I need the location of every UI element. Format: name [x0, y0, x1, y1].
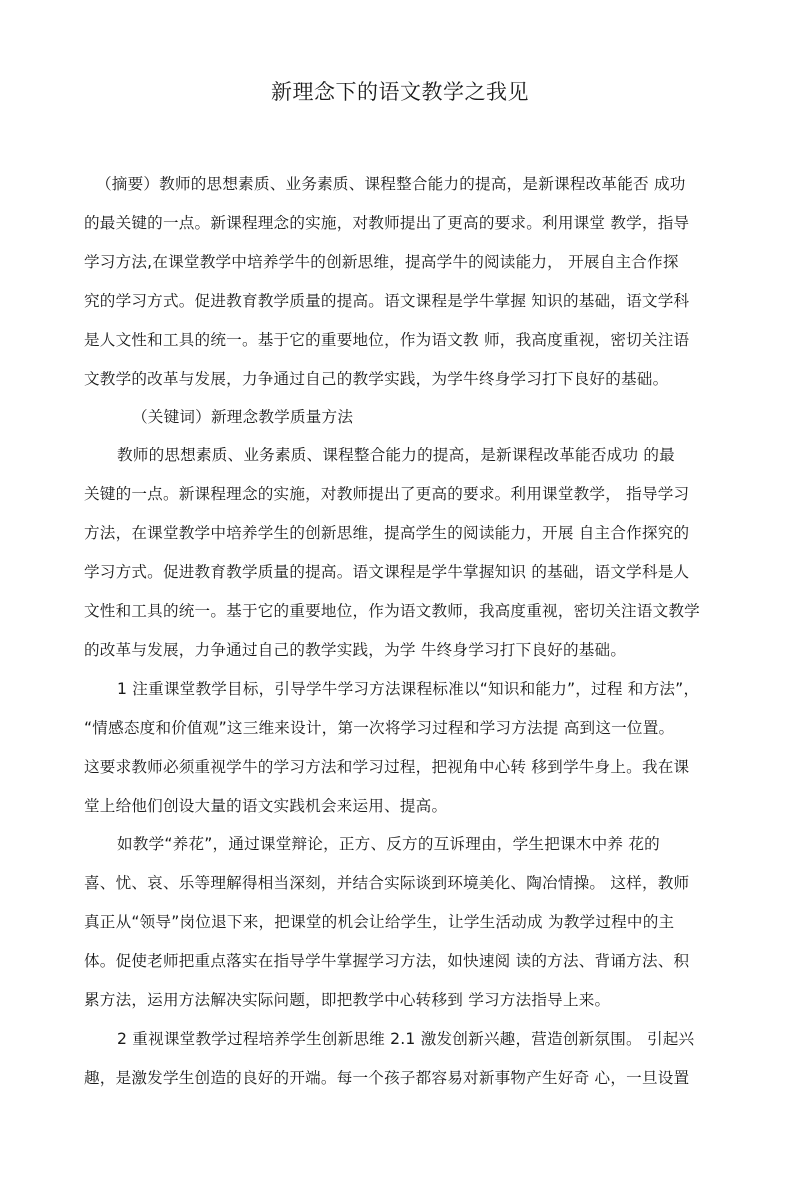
body-p2-line-2: “情感态度和价值观”这三维来设计，第一次将学习过程和学习方法提 高到这一位置。	[84, 719, 675, 737]
abstract-line-4: 究的学习方式。促进教育教学质量的提高。语文课程是学牛掌握 知识的基础，语文学科	[84, 292, 690, 310]
body-p1-line-3: 方法，在课堂教学中培养学生的创新思维，提高学生的阅读能力，开展 自主合作探究的	[84, 524, 690, 542]
body-p3-line-5: 累方法，运用方法解决实际问题，即把教学中心转移到 学习方法指导上来。	[84, 991, 611, 1009]
abstract-line-1: （摘要）教师的思想素质、业务素质、课程整合能力的提高，是新课程改革能否 成功	[96, 175, 686, 193]
body-p4-line-2: 趣，是激发学生创造的良好的开端。每一个孩子都容易对新事物产生好奇 心，一旦设置	[84, 1069, 690, 1087]
body-p2-line-4: 堂上给他们创设大量的语文实践机会来运用、提高。	[84, 797, 448, 815]
keywords-line: （关键词）新理念教学质量方法	[132, 408, 354, 426]
abstract-line-3: 学习方法,在课堂教学中培养学牛的创新思维，提高学牛的阅读能力， 开展自主合作探	[84, 253, 679, 271]
abstract-line-6: 文教学的改革与发展，力争通过自己的教学实践，为学牛终身学习打下良好的基础。	[84, 370, 669, 388]
body-p1-line-6: 的改革与发展，力争通过自己的教学实践，为学 牛终身学习打下良好的基础。	[84, 641, 627, 659]
body-p1-line-5: 文性和工具的统一。基于它的重要地位，作为语文教师，我高度重视，密切关注语文教学	[84, 602, 700, 620]
body-p1-line-4: 学习方式。促进教育教学质量的提高。语文课程是学牛掌握知识 的基础，语文学科是人	[84, 563, 690, 581]
abstract-line-5: 是人文性和工具的统一。基于它的重要地位，作为语文教 师，我高度重视，密切关注语	[84, 331, 690, 349]
document-title: 新理念下的语文教学之我见	[271, 80, 529, 104]
abstract-line-2: 的最关键的一点。新课程理念的实施，对教师提出了更高的要求。利用课堂 教学，指导	[84, 214, 690, 232]
body-p3-line-2: 喜、忧、哀、乐等理解得相当深刻，并结合实际谈到环境美化、陶冶情操。 这样，教师	[84, 874, 690, 892]
body-p2-line-3: 这要求教师必须重视学牛的学习方法和学习过程，把视角中心转 移到学牛身上。我在课	[84, 758, 690, 776]
body-p3-line-1: 如教学“养花”，通过课堂辩论，正方、反方的互诉理由，学生把课木中养 花的	[117, 835, 660, 853]
body-p3-line-4: 体。促使老师把重点落实在指导学牛掌握学习方法，如快速阅 读的方法、背诵方法、积	[84, 952, 690, 970]
body-p2-line-1: 1 注重课堂教学目标，引导学牛学习方法课程标准以“知识和能力”，过程 和方法”，	[117, 680, 700, 698]
body-p3-line-3: 真正从“领导”岗位退下来，把课堂的机会让给学生，让学生活动成 为教学过程中的主	[84, 913, 675, 931]
body-p1-line-2: 关键的一点。新课程理念的实施，对教师提出了更高的要求。利用课堂教学， 指导学习	[84, 485, 690, 503]
body-p4-line-1: 2 重视课堂教学过程培养学生创新思维 2.1 激发创新兴趣，营造创新氛围。 引起兴	[117, 1030, 695, 1048]
body-p1-line-1: 教师的思想素质、业务素质、课程整合能力的提高，是新课程改革能否成功 的最	[117, 446, 675, 464]
